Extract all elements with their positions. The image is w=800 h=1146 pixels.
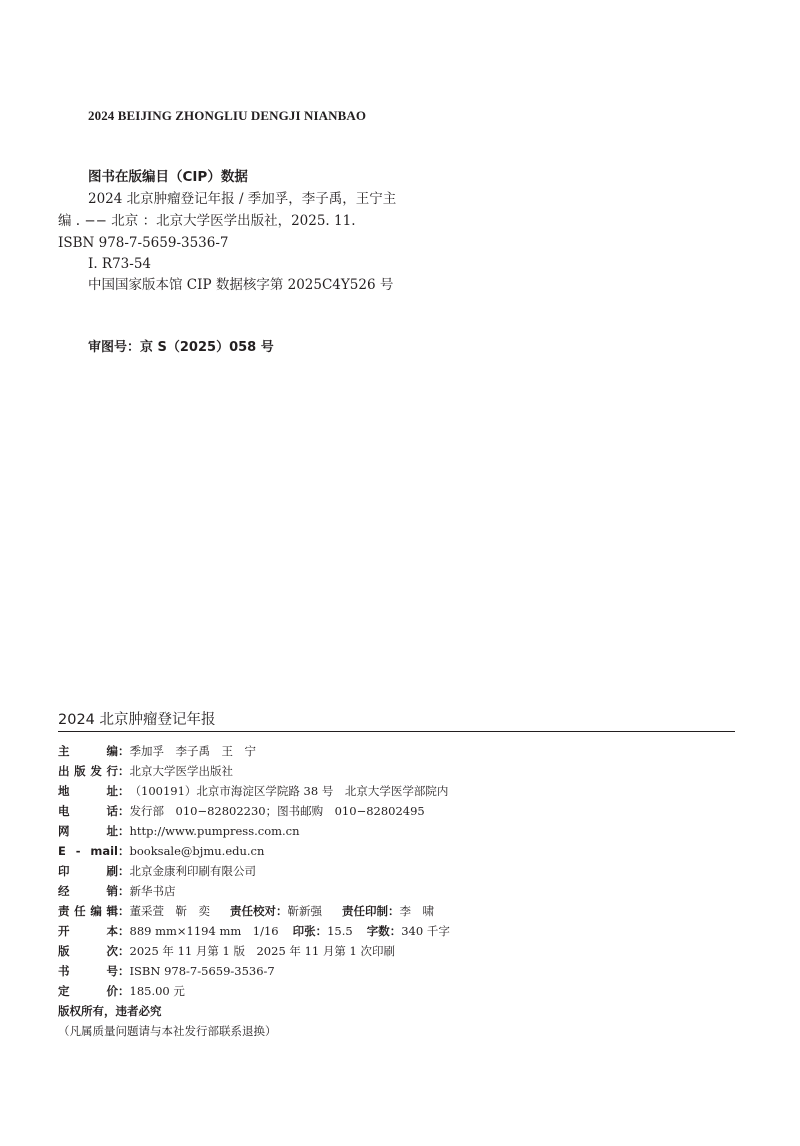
distributor-sep: ： bbox=[118, 884, 130, 898]
printer-label: 印刷 bbox=[58, 864, 118, 878]
email-sep: ： bbox=[118, 844, 130, 858]
format-sep: ： bbox=[118, 924, 130, 938]
address-row bbox=[58, 781, 735, 801]
printer-sep: ： bbox=[118, 864, 130, 878]
editor-label: 主编 bbox=[58, 744, 118, 758]
word-count-label: 字数 bbox=[366, 924, 390, 938]
editor-sep: ： bbox=[118, 744, 130, 758]
distributor-row bbox=[58, 881, 735, 901]
publication-info bbox=[58, 741, 735, 1041]
word-count-sep: ： bbox=[389, 924, 402, 938]
book-title: 2024 北京肿瘤登记年报 bbox=[58, 712, 216, 728]
price-label: 定价 bbox=[58, 984, 118, 998]
editor-value: 季加孚 李子禹 王 宁 bbox=[129, 744, 256, 758]
distributor-value: 新华书店 bbox=[129, 884, 176, 898]
editor-row bbox=[58, 741, 735, 761]
map-approval-number: 审图号：京 S（2025）058 号 bbox=[88, 340, 274, 355]
email-row bbox=[58, 841, 735, 861]
publisher-sep: ： bbox=[118, 764, 130, 778]
isbn-label: 书号 bbox=[58, 964, 118, 978]
cip-line-2: 编 . −− 北京 ：北京大学医学出版社，2025. 11. bbox=[58, 213, 356, 229]
format-value: 889 mm×1194 mm 1/16 bbox=[129, 924, 279, 938]
printer-row bbox=[58, 861, 735, 881]
phone-row bbox=[58, 801, 735, 821]
isbn-row bbox=[58, 961, 735, 981]
edition-row bbox=[58, 941, 735, 961]
website-row bbox=[58, 821, 735, 841]
responsible-proofreader-value: 靳新强 bbox=[287, 904, 322, 918]
phone-label: 电话 bbox=[58, 804, 118, 818]
address-value: （100191）北京市海淀区学院路 38 号 北京大学医学部院内 bbox=[129, 784, 449, 798]
website-label: 网址 bbox=[58, 824, 118, 838]
responsible-proofreader-label: 责任校对 bbox=[230, 904, 276, 918]
cip-line-4: Ⅰ. R73-54 bbox=[88, 256, 151, 272]
responsible-editor-label: 责任编辑 bbox=[58, 904, 118, 918]
phone-sep: ： bbox=[118, 804, 130, 818]
price-value: 185.00 元 bbox=[129, 984, 185, 998]
price-row bbox=[58, 981, 735, 1001]
email-link[interactable]: booksale@bjmu.edu.cn bbox=[129, 844, 265, 858]
email-label: E - mail bbox=[58, 844, 118, 858]
publisher-row bbox=[58, 761, 735, 781]
printer-value: 北京金康利印刷有限公司 bbox=[129, 864, 256, 878]
responsible-printing-sep: ： bbox=[388, 904, 400, 918]
copyright-notice: 版权所有，违者必究 bbox=[58, 1004, 162, 1018]
address-sep: ： bbox=[118, 784, 130, 798]
edition-value: 2025 年 11 月第 1 版 2025 年 11 月第 1 次印刷 bbox=[129, 944, 395, 958]
price-sep: ： bbox=[118, 984, 130, 998]
distributor-label: 经销 bbox=[58, 884, 118, 898]
format-label: 开本 bbox=[58, 924, 118, 938]
pinyin-title: 2024 BEIJING ZHONGLIU DENGJI NIANBAO bbox=[88, 108, 367, 123]
responsible-editor-value: 董采萱 靳 奕 bbox=[129, 904, 210, 918]
isbn-sep: ： bbox=[118, 964, 130, 978]
isbn-value: ISBN 978-7-5659-3536-7 bbox=[129, 964, 275, 978]
edition-sep: ： bbox=[118, 944, 130, 958]
sheets-value: 15.5 bbox=[327, 924, 353, 938]
responsible-printing-label: 责任印制 bbox=[342, 904, 388, 918]
publisher-value: 北京大学医学出版社 bbox=[129, 764, 233, 778]
word-count-value: 340 千字 bbox=[401, 924, 450, 938]
sheets-sep: ： bbox=[315, 924, 328, 938]
website-link[interactable]: http://www.pumpress.com.cn bbox=[129, 824, 300, 838]
phone-value: 发行部 010−82802230；图书邮购 010−82802495 bbox=[129, 804, 425, 818]
cip-line-3: ISBN 978-7-5659-3536-7 bbox=[58, 235, 229, 251]
edition-label: 版次 bbox=[58, 944, 118, 958]
sheets-label: 印张 bbox=[292, 924, 316, 938]
publisher-label: 出版发行 bbox=[58, 764, 118, 778]
cip-line-1: 2024 北京肿瘤登记年报 / 季加孚，李子禹，王宁主 bbox=[88, 191, 397, 207]
cip-line-5: 中国国家版本馆 CIP 数据核字第 2025C4Y526 号 bbox=[88, 277, 394, 293]
website-sep: ： bbox=[118, 824, 130, 838]
staff-row bbox=[58, 901, 735, 921]
format-row bbox=[58, 921, 735, 941]
cip-heading: 图书在版编目（CIP）数据 bbox=[88, 169, 248, 185]
responsible-editor-sep: ： bbox=[118, 904, 130, 918]
return-notice: （凡属质量问题请与本社发行部联系退换） bbox=[58, 1024, 277, 1038]
divider-rule bbox=[58, 731, 735, 732]
responsible-proofreader-sep: ： bbox=[276, 904, 288, 918]
responsible-printing-value: 李 啸 bbox=[399, 904, 434, 918]
address-label: 地址 bbox=[58, 784, 118, 798]
